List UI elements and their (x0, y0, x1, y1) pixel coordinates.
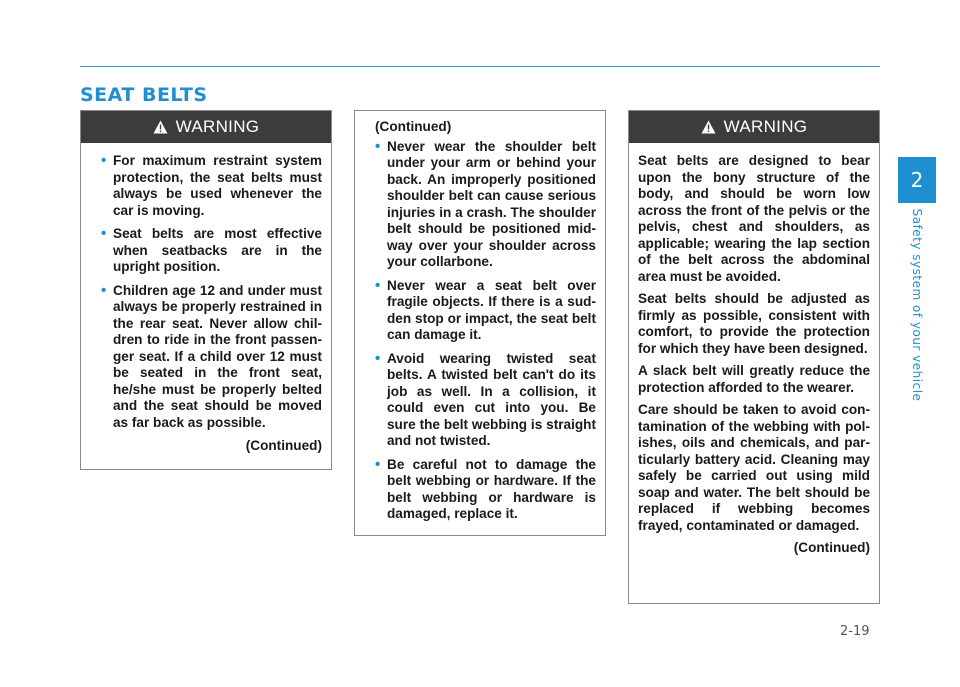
list-item: • For maximum restraint system protection, the seat belts must always be used whenever the car is moving. (101, 152, 322, 218)
chapter-number: 2 (910, 168, 924, 192)
list-item: • Children age 12 and under must always be properly restrained in the rear seat. Never allow chil-dren to ride in the front passen-ger seat. If a child over 12 must be seated in the front seat, he/she must be properly belted and the seat should be moved as far back as possible. (101, 281, 322, 430)
continued-label: (Continued) (245, 438, 322, 453)
paragraph: Seat belts should be adjusted as firmly as possible, consistent with comfort, to provide the protection for which they have been designed. (638, 291, 870, 356)
continued-label: (Continued) (375, 119, 452, 134)
warning-box-2 (354, 110, 606, 536)
list-item: • Never wear the shoulder belt under your arm or behind your back. An improperly positioned shoulder belt can cause serious injuries in a crash. The shoulder belt should be positioned mid-way over your shoulder across your collarbone. (375, 137, 596, 269)
warning-header (629, 111, 879, 143)
top-rule (80, 66, 880, 67)
paragraph: Seat belts are designed to bear upon the bony structure of the body, and should be worn low across the front of the pelvis or the pelvis, chest and shoulders, as applicable; wearing the lap section of the belt across the abdominal area must be avoided. (638, 153, 870, 284)
chapter-title: Safety system of your vehicle (910, 208, 924, 402)
warning-header (81, 111, 331, 143)
continued-label: (Continued) (793, 540, 870, 555)
warning-label: WARNING (175, 117, 260, 136)
warning-body (355, 111, 605, 540)
page-number: 2-19 (840, 624, 870, 639)
paragraph: A slack belt will greatly reduce the protection afforded to the wearer. (638, 363, 870, 395)
warning-triangle-icon (153, 120, 168, 134)
list-item: • Never wear a seat belt over fragile objects. If there is a sud-den stop or impact, the seat belt can damage it. (375, 276, 596, 342)
list-item: • Seat belts are most effective when seatbacks are in the upright position. (101, 225, 322, 274)
list-item: • Avoid wearing twisted seat belts. A twisted belt can't do its job as well. In a collision, it could even cut into you. Be sure the belt webbing is straight and not twisted. (375, 349, 596, 448)
chapter-tab (898, 157, 936, 203)
warning-body (629, 143, 879, 567)
warning-box-1 (80, 110, 332, 470)
list-item: • Be careful not to damage the belt webbing or hardware. If the belt webbing or hardware is damaged, replace it. (375, 455, 596, 521)
section-title: SEAT BELTS (80, 84, 208, 106)
warning-triangle-icon (701, 120, 716, 134)
paragraph: Care should be taken to avoid con-tamination of the webbing with pol-ishes, oils and chemicals, and par-ticularly battery acid. Cleaning may safely be carried out using mild soap and water. The belt should be replaced if webbing becomes frayed, contaminated or damaged. (638, 402, 870, 533)
warning-box-3 (628, 110, 880, 604)
warning-label: WARNING (723, 117, 808, 136)
warning-body (81, 143, 331, 465)
